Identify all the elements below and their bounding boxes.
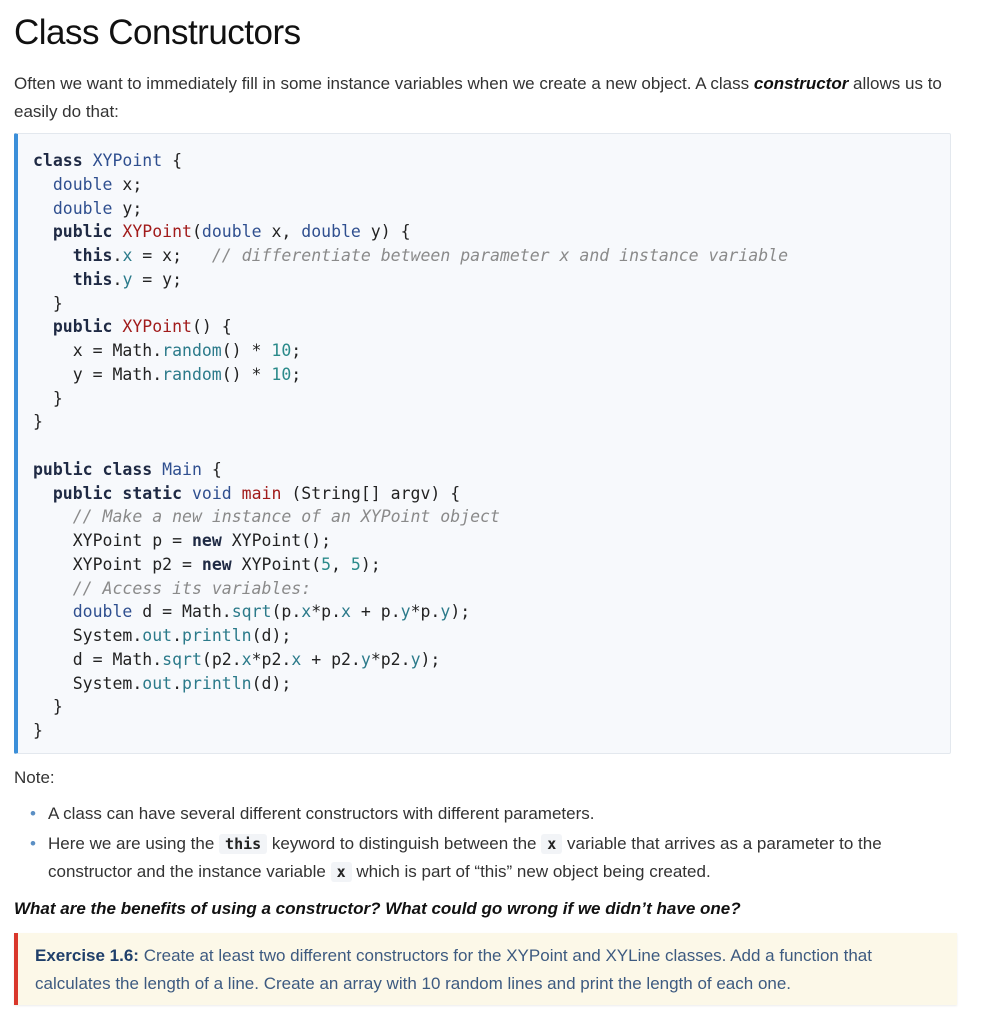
inline-code-x: x (331, 862, 352, 882)
code-line: public XYPoint() { (52, 317, 232, 337)
code-line: System.out.println(d); (33, 673, 292, 693)
note-text: which is part of “this” new object being created. (351, 862, 711, 881)
intro-paragraph (14, 70, 954, 126)
code-line: } (33, 293, 63, 313)
intro-text-before: Often we want to immediately fill in some instance variables when we create a new object. A class (14, 74, 754, 93)
code-line: System.out.println(d); (33, 626, 292, 645)
code-line: double d = Math.sqrt(p.x*p.x + p.y*p.y); (72, 602, 471, 622)
inline-code-this: this (219, 834, 267, 854)
code-line: // Access its variables: (72, 578, 312, 598)
note-text: A class can have several different constructors with different parameters. (48, 804, 595, 823)
code-line: } (33, 697, 63, 717)
page-title: Class Constructors (14, 13, 301, 52)
code-line: public XYPoint(double x, double y) { (52, 222, 411, 242)
code-line: class XYPoint { (33, 151, 183, 170)
code-line: public class Main { (33, 459, 222, 479)
bullet-icon: • (30, 834, 36, 853)
list-item (14, 830, 944, 886)
code-line: XYPoint p = new XYPoint(); (33, 531, 332, 550)
code-line: d = Math.sqrt(p2.x*p2.x + p2.y*p2.y); (33, 649, 441, 669)
question-text: What are the benefits of using a constructor? What could go wrong if we didn’t have one? (14, 899, 741, 918)
inline-code-x: x (541, 834, 562, 854)
exercise-box (14, 933, 957, 1005)
code-line: public static void main (String[] argv) { (52, 483, 461, 503)
code-line: } (33, 412, 43, 432)
code-line: } (33, 721, 43, 740)
intro-text-after: allows us to easily do that: (14, 74, 942, 121)
code-line: this.x = x; // differentiate between parameter x and instance variable (72, 246, 789, 265)
code-listing (33, 149, 788, 743)
exercise-label: Exercise 1.6: (35, 946, 139, 965)
code-line: double x; (52, 174, 143, 194)
intro-emphasis: constructor (753, 74, 849, 93)
code-line: x = Math.random() * 10; (33, 341, 302, 360)
code-line: this.y = y; (72, 269, 183, 289)
note-text: keyword to distinguish between the (267, 834, 542, 853)
list-item (14, 800, 944, 828)
code-block (14, 133, 951, 754)
code-line: y = Math.random() * 10; (33, 364, 302, 384)
note-label: Note: (14, 768, 55, 787)
code-line: XYPoint p2 = new XYPoint(5, 5); (33, 554, 381, 574)
notes-list (14, 800, 944, 888)
code-line: } (33, 388, 63, 408)
note-text: Here we are using the (48, 834, 220, 853)
note-text: variable that arrives as a parameter to the constructor and the instance variable (48, 834, 882, 881)
code-line: // Make a new instance of an XYPoint object (72, 507, 500, 527)
code-line: double y; (52, 198, 143, 218)
bullet-icon: • (30, 804, 36, 823)
exercise-text: Create at least two different constructors for the XYPoint and XYLine classes. Add a function that calculates the length of a line. Create an array with 10 random lines and print the length of each one. (35, 946, 872, 993)
